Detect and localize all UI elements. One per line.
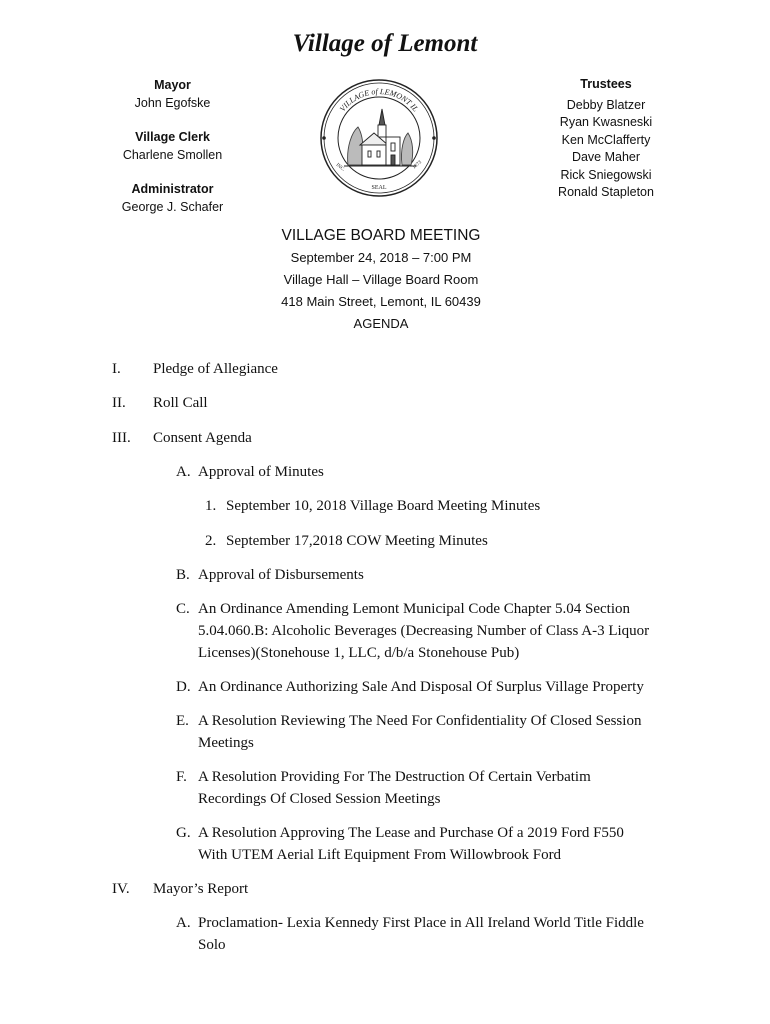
trustee-name: Rick Sniegowski [560, 167, 652, 182]
agenda-number: E. [176, 713, 189, 729]
village-seal-icon [318, 77, 440, 199]
official-name: George J. Schafer [121, 200, 224, 214]
agenda-number: 2. [205, 533, 217, 549]
agenda-number: A. [176, 464, 191, 480]
agenda-text-line: Licenses)(Stonehouse 1, LLC, d/b/a Stonehouse Pub) [198, 645, 520, 661]
agenda-number: G. [176, 825, 191, 841]
agenda-text: Mayor’s Report [153, 881, 249, 897]
agenda-number: B. [176, 567, 190, 583]
official-role: Mayor [154, 78, 191, 92]
church-icon [344, 109, 416, 166]
agenda-text-line: Proclamation- Lexia Kennedy First Place in All Ireland World Title Fiddle [198, 915, 644, 931]
official-role: Administrator [131, 182, 214, 196]
agenda-text: Roll Call [153, 395, 208, 411]
agenda-text-line: 5.04.060.B: Alcoholic Beverages (Decreasing Number of Class A-3 Liquor [198, 623, 650, 639]
officials-column [100, 76, 245, 216]
agenda-text: Approval of Minutes [198, 464, 324, 480]
seal-bottom-text: SEAL [371, 185, 387, 191]
seal-left-text: INC. [334, 162, 346, 173]
agenda-number: I. [112, 361, 121, 377]
trustees-column [530, 76, 682, 202]
agenda-number: IV. [112, 881, 130, 897]
agenda-number: 1. [205, 498, 217, 514]
agenda-text: September 17,2018 COW Meeting Minutes [226, 533, 488, 549]
agenda-text-line: Meetings [198, 735, 254, 751]
agenda-number: F. [176, 769, 187, 785]
seal-right-text: 1873 [412, 160, 423, 171]
agenda-text-line: A Resolution Approving The Lease and Purchase Of a 2019 Ford F550 [198, 825, 624, 841]
agenda-text: Consent Agenda [153, 430, 252, 446]
trustees-heading: Trustees [580, 77, 632, 91]
trustee-name: Ronald Stapleton [558, 185, 654, 199]
agenda-text-line: Solo [198, 937, 226, 953]
agenda-number: C. [176, 601, 190, 617]
agenda-text: An Ordinance Authorizing Sale And Disposal Of Surplus Village Property [198, 679, 644, 695]
document-title: Village of Lemont [292, 30, 478, 57]
trustee-name: Ken McClafferty [561, 132, 651, 147]
agenda-number: D. [176, 679, 191, 695]
agenda-text-line: A Resolution Providing For The Destruction Of Certain Verbatim [198, 769, 591, 785]
meeting-info [0, 225, 762, 335]
meeting-location: Village Hall – Village Board Room [283, 272, 479, 287]
agenda-text-line: A Resolution Reviewing The Need For Confidentiality Of Closed Session [198, 713, 642, 729]
agenda-number: II. [112, 395, 126, 411]
agenda-label: AGENDA [353, 316, 409, 331]
trustee-name: Ryan Kwasneski [559, 115, 653, 129]
agenda-text: Approval of Disbursements [198, 567, 364, 583]
trustee-name: Dave Maher [571, 150, 641, 164]
agenda-text-line: An Ordinance Amending Lemont Municipal Code Chapter 5.04 Section [198, 601, 630, 617]
agenda-text-line: Recordings Of Closed Session Meetings [198, 791, 441, 807]
meeting-title: VILLAGE BOARD MEETING [281, 227, 481, 244]
official-role: Village Clerk [135, 130, 210, 144]
agenda-text: September 10, 2018 Village Board Meeting Minutes [226, 498, 541, 514]
agenda-text-line: With UTEM Aerial Lift Equipment From Willowbrook Ford [198, 847, 562, 863]
agenda-text: Pledge of Allegiance [153, 361, 278, 377]
official-name: Charlene Smollen [122, 148, 223, 162]
official-name: John Egofske [134, 96, 211, 110]
agenda-number: III. [112, 430, 131, 446]
seal-top-text: VILLAGE of LEMONT IL [337, 86, 421, 114]
trustee-name: Debby Blatzer [566, 97, 646, 112]
meeting-address: 418 Main Street, Lemont, IL 60439 [281, 294, 481, 309]
agenda-number: A. [176, 915, 191, 931]
meeting-date: September 24, 2018 – 7:00 PM [290, 250, 472, 265]
